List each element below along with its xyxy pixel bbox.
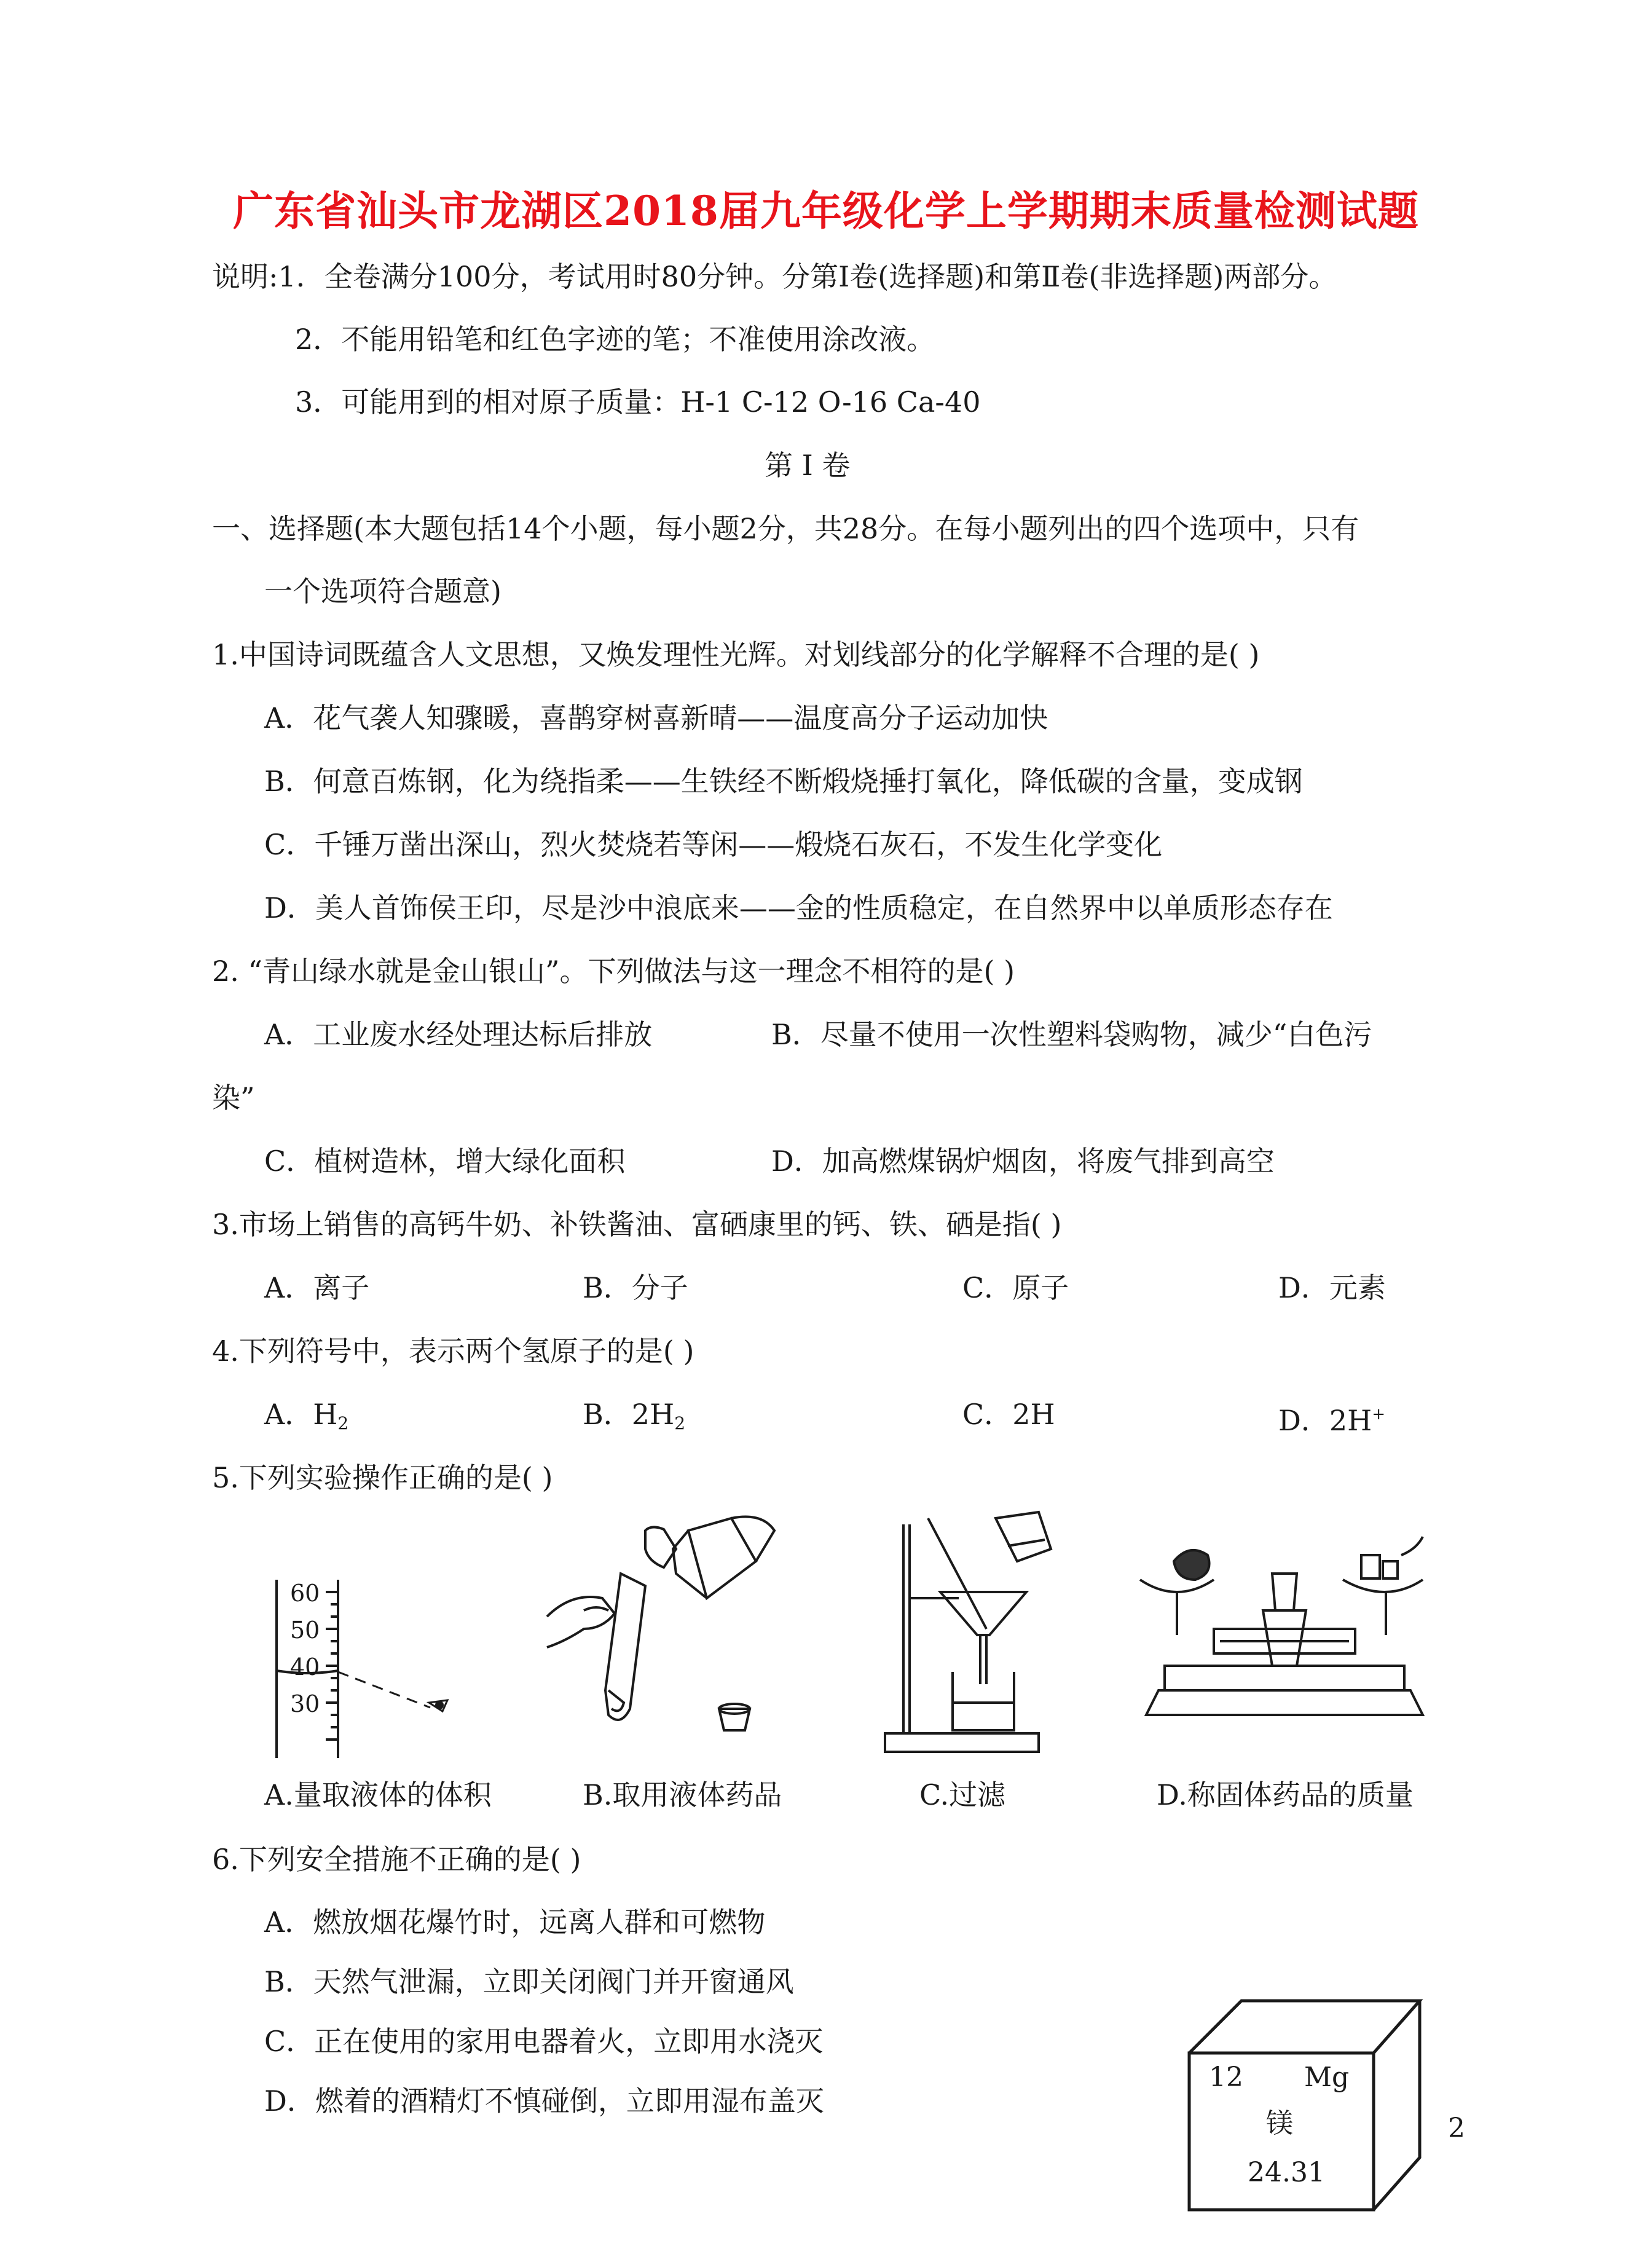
figure-pouring-liquid (547, 1506, 805, 1764)
note-3: 3．可能用到的相对原子质量：H-1 C-12 O-16 Ca-40 (295, 385, 981, 419)
question-2-stem: 2. “青山绿水就是金山银山”。下列做法与这一理念不相符的是( ) (212, 955, 1015, 988)
note-2: 2．不能用铅笔和红色字迹的笔；不准使用涂改液。 (295, 323, 935, 356)
cylinder-tick-40: 40 (290, 1653, 320, 1681)
question-1-option-d: D．美人首饰侯王印，尽是沙中浪底来——金的性质稳定，在自然界中以单质形态存在 (264, 891, 1333, 924)
figure-caption-c: C.过滤 (919, 1778, 1006, 1811)
cylinder-tick-30: 30 (290, 1690, 320, 1717)
question-6-option-a: A．燃放烟花爆竹时，远离人群和可燃物 (264, 1905, 766, 1939)
question-1-stem: 1.中国诗词既蕴含人文思想，又焕发理性光辉。对划线部分的化学解释不合理的是( ) (212, 638, 1260, 671)
question-2-option-c: C．植树造林，增大绿化面积 (264, 1145, 626, 1178)
figure-caption-b: B.取用液体药品 (583, 1778, 782, 1811)
question-2-option-d: D．加高燃煤锅炉烟囱，将废气排到高空 (771, 1145, 1275, 1178)
question-3-option-a: A．离子 (264, 1271, 370, 1304)
question-2-option-b-cont: 染” (212, 1081, 255, 1114)
question-1-option-a: A．花气袭人知骤暖，喜鹊穿树喜新晴——温度高分子运动加快 (264, 701, 1048, 735)
figure-caption-a: A.量取液体的体积 (264, 1778, 492, 1811)
cylinder-tick-60: 60 (290, 1580, 320, 1607)
question-6-stem: 6.下列安全措施不正确的是( ) (212, 1843, 581, 1876)
figure-caption-d: D.称固体药品的质量 (1157, 1778, 1414, 1811)
question-4-option-a: A．$H_2$ (264, 1398, 349, 1433)
section-heading: 一、选择题(本大题包括14个小题，每小题2分，共28分。在每小题列出的四个选项中，只有 (212, 512, 1359, 545)
question-3-option-d: D．元素 (1278, 1271, 1386, 1304)
question-6-option-d: D．燃着的酒精灯不慎碰倒，立即用湿布盖灭 (264, 2084, 824, 2118)
question-2-option-b: B．尽量不使用一次性塑料袋购物，减少“白色污 (771, 1018, 1372, 1051)
question-4-option-c: C．2H (962, 1398, 1055, 1431)
question-3-option-c: C．原子 (962, 1271, 1069, 1304)
question-4-option-b: B．$2H_2$ (583, 1398, 686, 1433)
question-6-option-b: B．天然气泄漏，立即关闭阀门并开窗通风 (264, 1965, 794, 1998)
section-heading-cont: 一个选项符合题意) (264, 575, 502, 608)
question-2-option-a: A．工业废水经处理达标后排放 (264, 1018, 653, 1051)
part-heading: 第 Ⅰ 卷 (765, 449, 851, 482)
figure-filtration (873, 1500, 1057, 1758)
question-3-stem: 3.市场上销售的高钙牛奶、补铁酱油、富硒康里的钙、铁、硒是指( ) (212, 1208, 1062, 1241)
question-5-stem: 5.下列实验操作正确的是( ) (212, 1461, 553, 1494)
element-atomic-mass: 24.31 (1248, 2157, 1325, 2188)
question-1-option-c: C．千锤万凿出深山，烈火焚烧若等闲——煅烧石灰石，不发生化学变化 (264, 828, 1163, 861)
question-1-option-b: B．何意百炼钢，化为绕指柔——生铁经不断煅烧捶打氧化，降低碳的含量，变成钢 (264, 765, 1303, 798)
page-title: 广东省汕头市龙湖区2018届九年级化学上学期期末质量检测试题 (233, 187, 1419, 235)
question-4-option-d: D．2H+ (1278, 1404, 1386, 1437)
question-3-option-b: B．分子 (583, 1271, 688, 1304)
element-atomic-number: 12 (1209, 2062, 1243, 2093)
figure-balance (1140, 1512, 1429, 1746)
page-number: 2 (1448, 2113, 1465, 2144)
note-1: 说明:1．全卷满分100分，考试用时80分钟。分第Ⅰ卷(选择题)和第Ⅱ卷(非选择题)两部分。 (212, 260, 1337, 293)
cylinder-tick-50: 50 (290, 1617, 320, 1644)
element-name: 镁 (1266, 2108, 1293, 2139)
question-4-stem: 4.下列符号中，表示两个氢原子的是( ) (212, 1334, 694, 1368)
element-symbol: Mg (1304, 2062, 1350, 2093)
question-6-option-c: C．正在使用的家用电器着火，立即用水浇灭 (264, 2025, 824, 2058)
